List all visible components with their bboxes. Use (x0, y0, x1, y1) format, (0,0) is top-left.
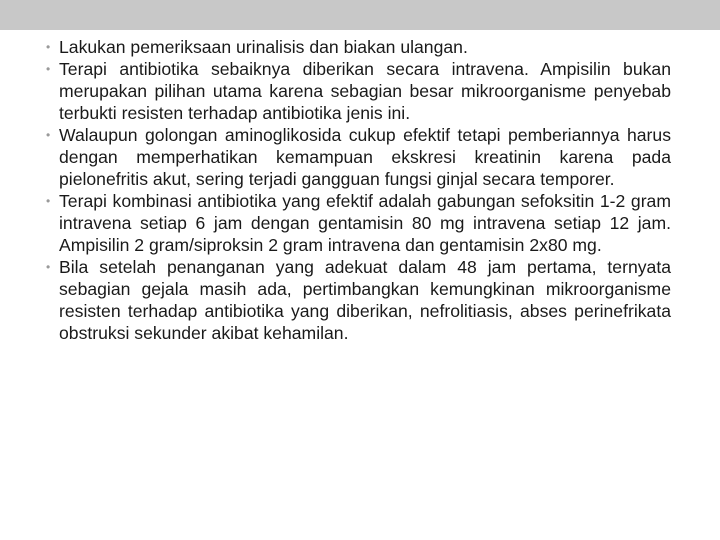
bullet-item (47, 190, 671, 256)
bullet-item (47, 124, 671, 190)
bullet-text: Bila setelah penanganan yang adekuat dalam 48 jam pertama, ternyata sebagian gejala masih ada, pertimbangkan kemungkinan mikroorganisme resisten terhadap antibiotika yang diberikan, nefrolitiasis, abses perinefrikata obstruksi sekunder akibat kehamilan. (59, 257, 671, 343)
bullet-item (47, 58, 671, 124)
bullet-text: Walaupun golongan aminoglikosida cukup efektif tetapi pemberiannya harus dengan memperhatikan kemampuan ekskresi kreatinin karena pada pielonefritis akut, sering terjadi gangguan fungsi ginjal secara temporer. (59, 125, 671, 189)
bullet-text: Terapi kombinasi antibiotika yang efektif adalah gabungan sefoksitin 1-2 gram intravena setiap 6 jam dengan gentamisin 80 mg intravena setiap 12 jam. Ampisilin 2 gram/siproksin 2 gram intravena dan gentamisin 2x80 mg. (59, 191, 671, 255)
bullet-icon: • (46, 194, 51, 208)
header-band (0, 0, 720, 30)
bullet-icon: • (46, 62, 51, 76)
bullet-icon: • (46, 260, 51, 274)
bullet-icon: • (46, 128, 51, 142)
header-divider (0, 30, 720, 32)
bullet-list (47, 36, 671, 344)
bullet-item (47, 36, 671, 58)
bullet-text: Lakukan pemeriksaan urinalisis dan biakan ulangan. (59, 37, 468, 57)
bullet-item (47, 256, 671, 344)
bullet-text: Terapi antibiotika sebaiknya diberikan secara intravena. Ampisilin bukan merupakan pilihan utama karena sebagian besar mikroorganisme penyebab terbukti resisten terhadap antibiotika jenis ini. (59, 59, 671, 123)
bullet-icon: • (46, 40, 51, 54)
